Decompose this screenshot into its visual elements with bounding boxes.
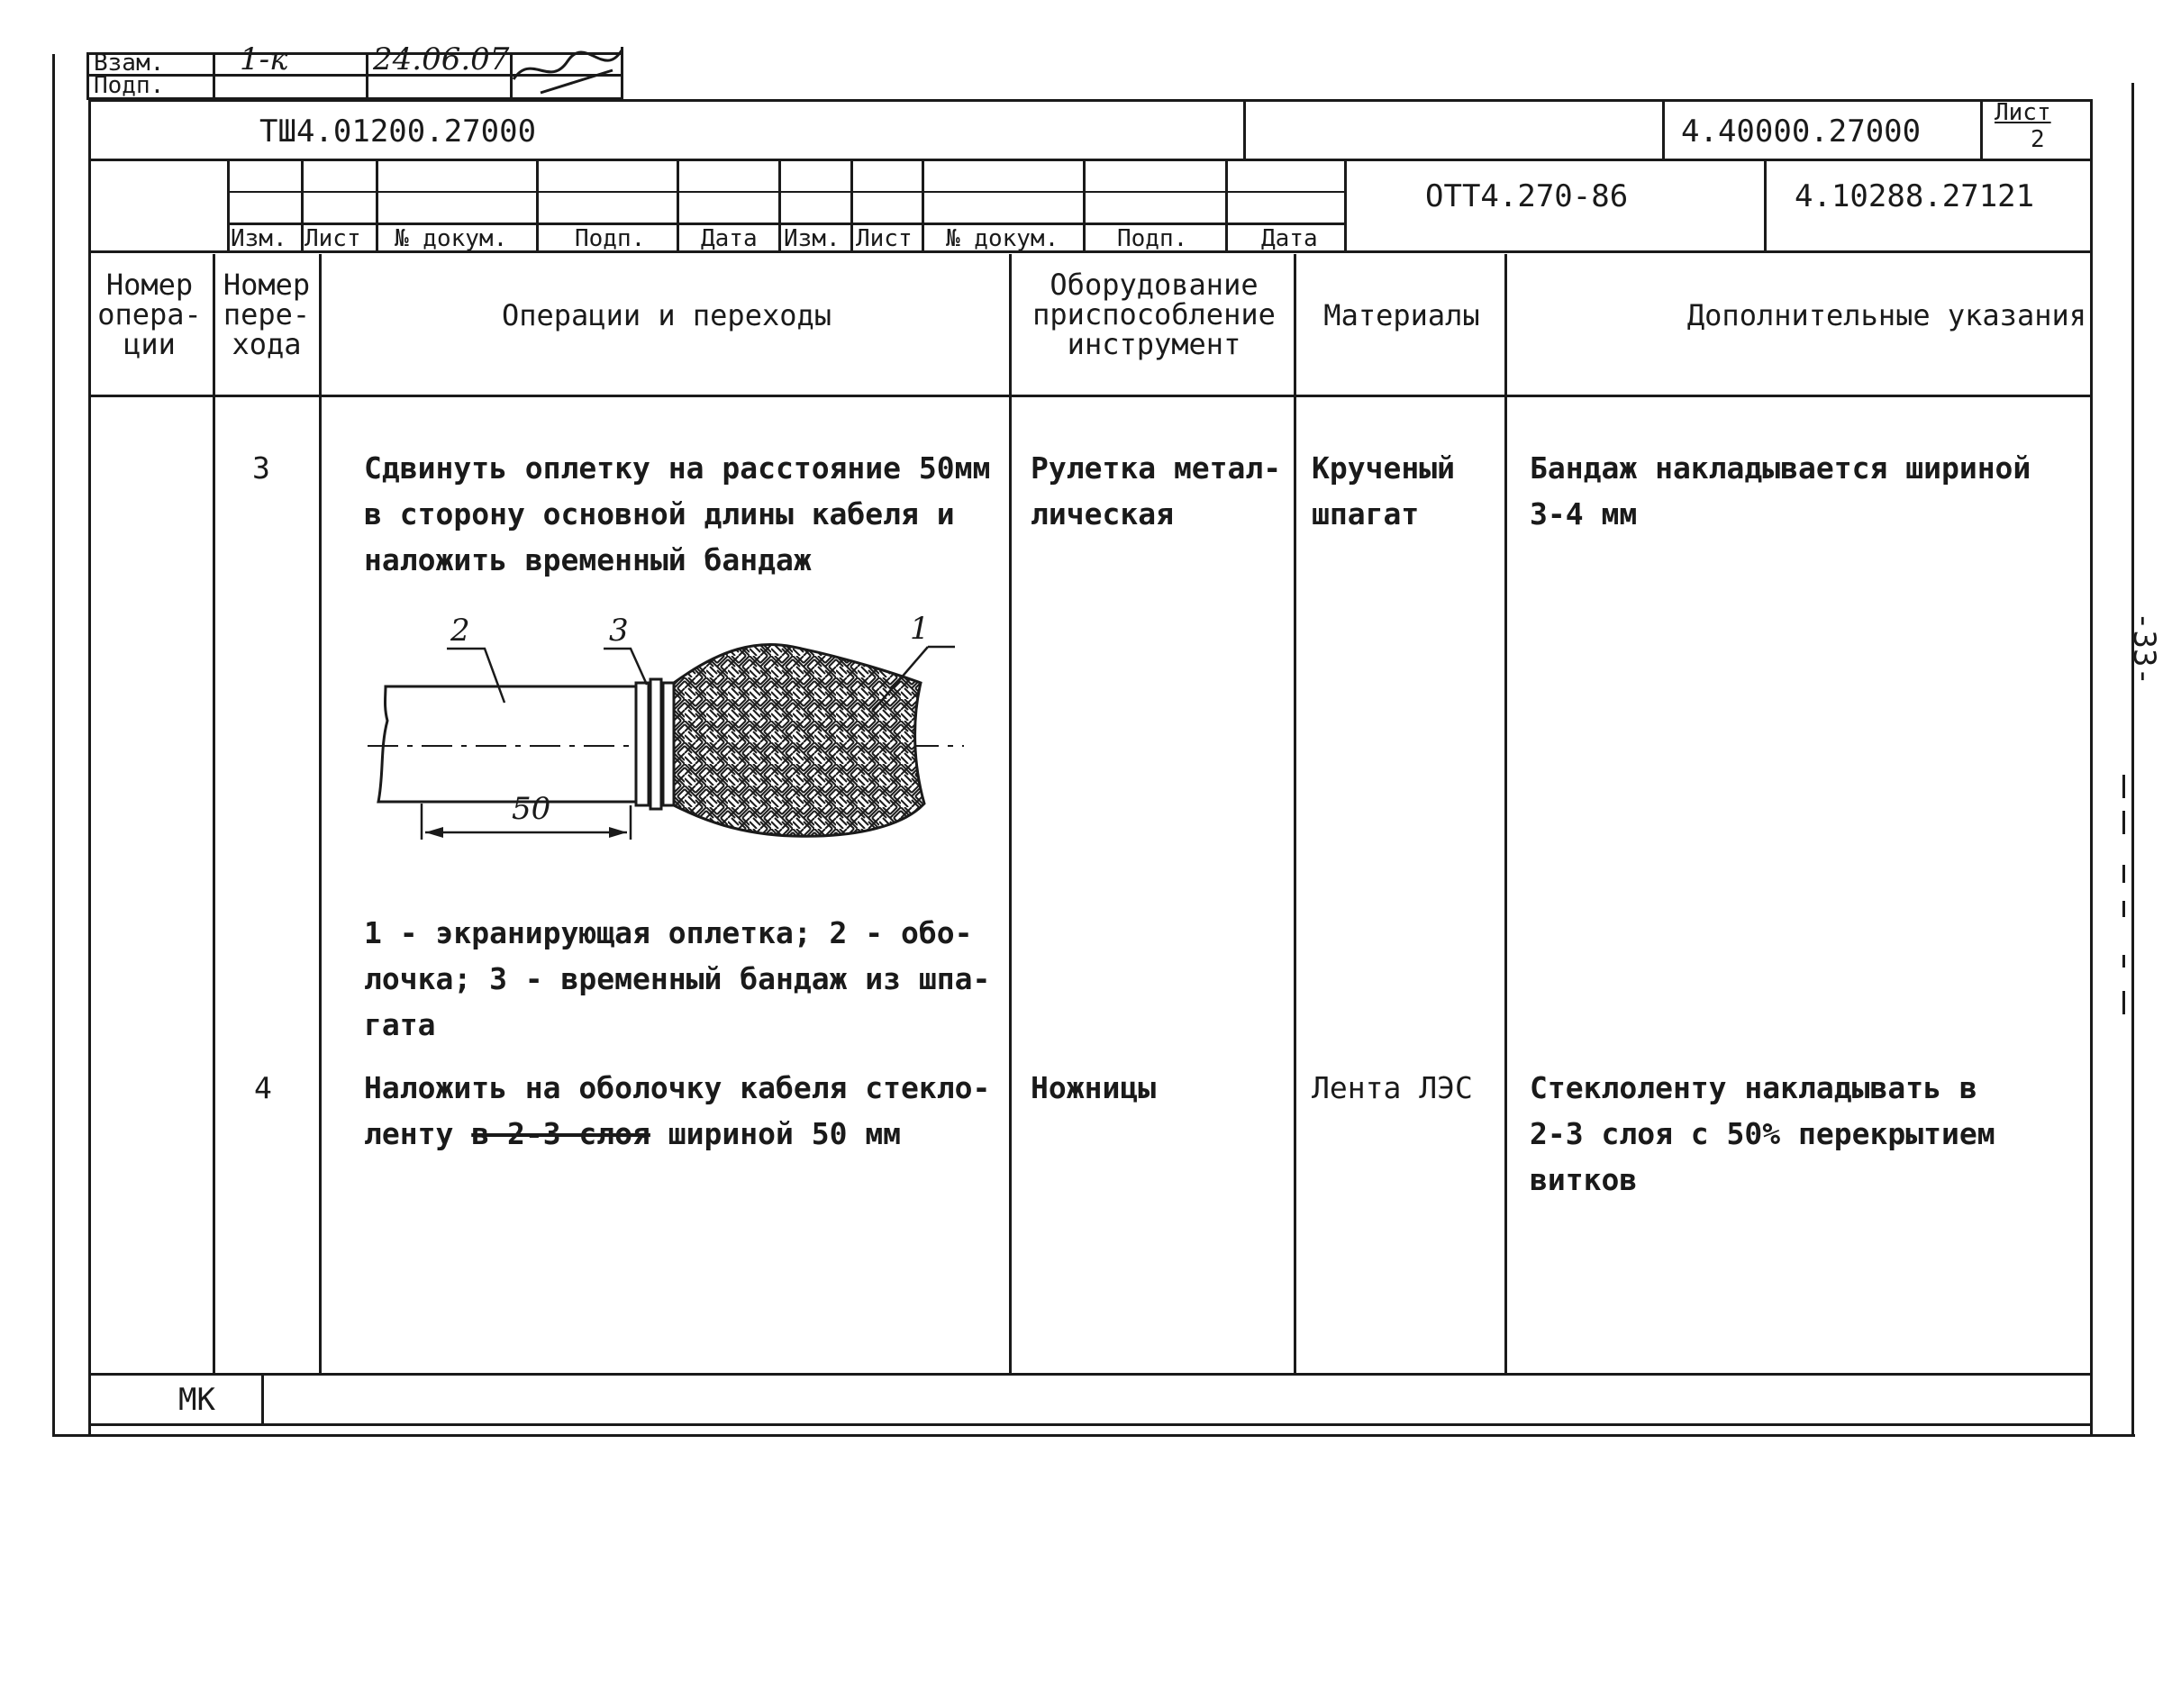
- doc-code-right: 4.40000.27000: [1681, 114, 1922, 150]
- rev-col-data-2: Дата: [1261, 225, 1318, 252]
- operation-text: Наложить на оболочку кабеля стекло- ленту в 2-3 слоя шириной 50 мм: [364, 1070, 991, 1151]
- rev-col-list-1: Лист: [304, 225, 361, 252]
- page-mark: -33-: [2126, 612, 2162, 686]
- rev-col-doc-2: № докум.: [946, 225, 1059, 252]
- header-op-number: Номер опера- ции: [97, 268, 202, 361]
- doc-code-left: ТШ4.01200.27000: [259, 114, 537, 150]
- operation-text: Сдвинуть оплетку на расстояние 50мм в сторону основной длины кабеля и наложить временный бандаж: [364, 450, 991, 577]
- rev-col-data-1: Дата: [701, 225, 758, 252]
- bandage-shape: [636, 679, 674, 809]
- equipment-text: Рулетка метал- лическая: [1031, 450, 1282, 531]
- handwritten-signature: [504, 43, 631, 99]
- header-equipment: Оборудование приспособление инструмент: [1032, 268, 1276, 361]
- stamp-podp-label: Подп.: [94, 72, 165, 99]
- material-text: Лента ЛЭС: [1312, 1070, 1473, 1105]
- step-number: 4: [254, 1070, 272, 1105]
- header-notes: Дополнительные указания: [1686, 298, 2086, 332]
- braid-shape: [674, 644, 924, 836]
- rev-col-izm-2: Изм.: [784, 225, 841, 252]
- rev-col-podp-2: Подп.: [1117, 225, 1188, 252]
- cable-figure: [360, 613, 973, 856]
- equipment-text: Ножницы: [1031, 1070, 1157, 1105]
- callout-2: 2: [450, 613, 470, 649]
- figure-legend: 1 - экранирующая оплетка; 2 - обо- лочка; 3 - временный бандаж из шпа- гата: [364, 915, 991, 1042]
- header-operations: Операции и переходы: [501, 298, 832, 332]
- stamp-date-handwritten: 24.06.07: [373, 41, 510, 77]
- notes-text: Бандаж накладывается шириной 3-4 мм: [1530, 450, 2031, 531]
- rev-col-list-2: Лист: [856, 225, 913, 252]
- sheath-shape: [378, 686, 640, 802]
- stamp-vzam-handwritten: 1-к: [240, 41, 288, 77]
- header-step-number: Номер пере- хода: [223, 268, 311, 361]
- stamp-vzam-label: Взам.: [94, 50, 165, 77]
- header-materials: Материалы: [1323, 298, 1480, 332]
- sheet-label: Лист: [1995, 99, 2051, 126]
- dimension-label: 50: [512, 791, 551, 827]
- sheet-number: 2: [2031, 126, 2045, 153]
- step-number: 3: [252, 450, 270, 486]
- struck-text: в 2-3 слоя: [471, 1116, 650, 1151]
- ref-code: 4.10288.27121: [1795, 178, 2035, 214]
- material-text: Крученый шпагат: [1312, 450, 1455, 531]
- form-label: МК: [178, 1382, 215, 1418]
- rev-col-doc-1: № докум.: [395, 225, 508, 252]
- callout-3: 3: [609, 613, 629, 649]
- rev-col-izm-1: Изм.: [231, 225, 287, 252]
- notes-text: Стеклоленту накладывать в 2-3 слоя с 50% перекрытием витков: [1530, 1070, 1995, 1197]
- rev-col-podp-1: Подп.: [575, 225, 646, 252]
- ott-code: ОТТ4.270-86: [1425, 178, 1629, 214]
- callout-1: 1: [910, 611, 930, 647]
